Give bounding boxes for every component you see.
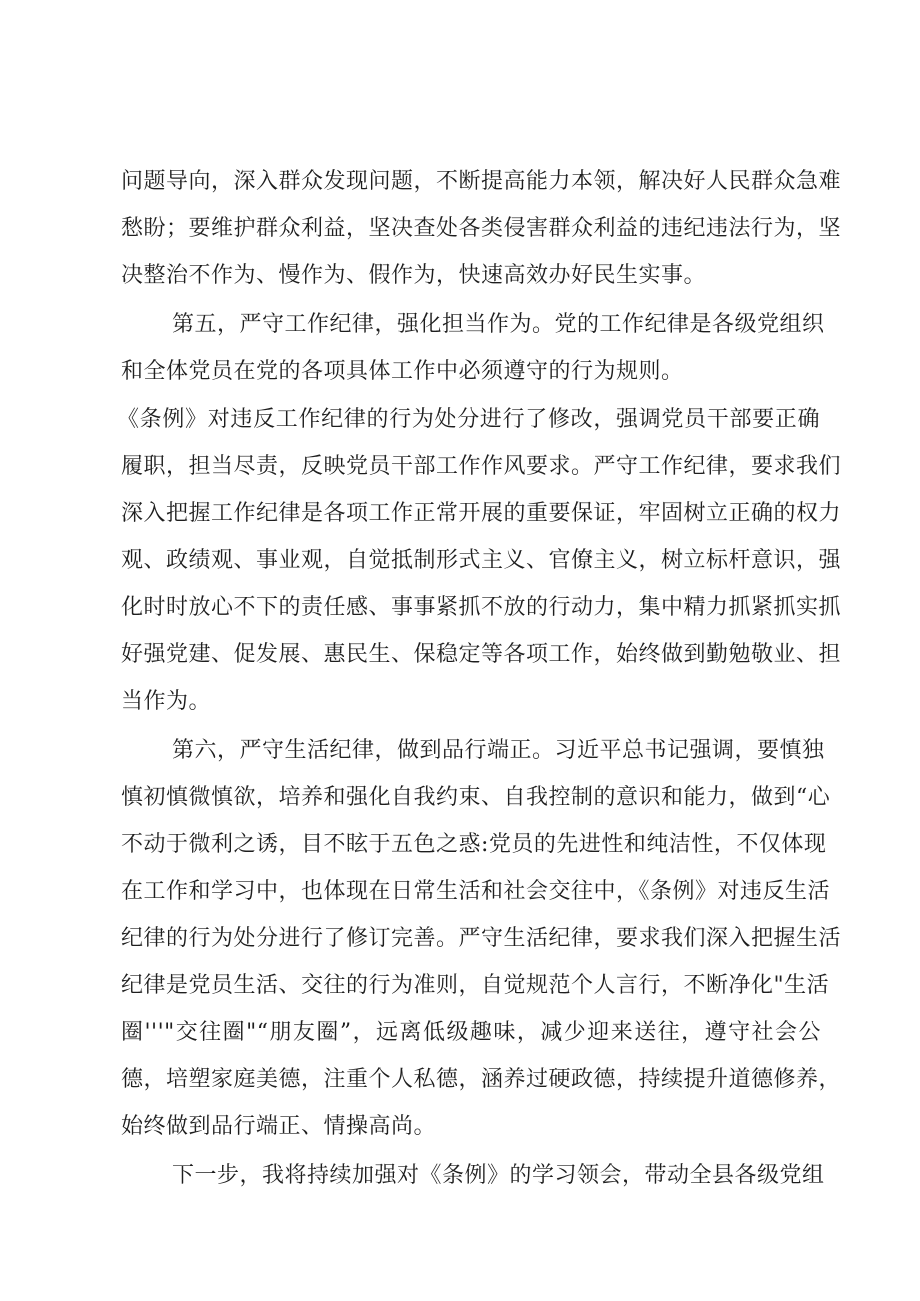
text-line: 决整治不作为、慢作为、假作为，快速高效办好民生实事。 <box>121 263 707 288</box>
text-line: 愁盼；要维护群众利益，坚决查处各类侵害群众利益的违纪违法行为，坚 <box>121 216 842 241</box>
text-line: 不动于微利之诱，目不眩于五色之惑:党员的先进性和纯洁性，不仅体现 <box>121 832 827 857</box>
text-line: 圈'''"交往圈"“朋友圈”，远离低级趣味，减少迎来送往，遵守社会公 <box>121 1020 821 1045</box>
text-line: 慎初慎微慎欲，培养和强化自我约束、自我控制的意识和能力，做到“心 <box>121 785 831 810</box>
text-line: 观、政绩观、事业观，自觉抵制形式主义、官僚主义，树立标杆意识，强 <box>121 548 842 573</box>
text-line: 第五，严守工作纪律，强化担当作为。党的工作纪律是各级党组织 <box>172 312 825 337</box>
text-line: 下一步，我将持续加强对《条例》的学习领会，带动全县各级党组 <box>172 1163 825 1188</box>
text-line: 纪律是党员生活、交往的行为准则，自觉规范个人言行，不断净化"生活 <box>121 973 830 998</box>
text-line: 《条例》对违反工作纪律的行为处分进行了修改，强调党员干部要正确 <box>117 407 820 432</box>
text-line: 问题导向，深入群众发现问题，不断提高能力本领，解决好人民群众急难 <box>121 169 842 194</box>
text-line: 纪律的行为处分进行了修订完善。严守生活纪律，要求我们深入把握生活 <box>121 926 842 951</box>
text-line: 第六，严守生活纪律，做到品行端正。习近平总书记强调，要慎独 <box>172 738 825 763</box>
text-line: 在工作和学习中，也体现在日常生活和社会交往中，《条例》对违反生活 <box>121 879 831 904</box>
text-line: 深入把握工作纪律是各项工作正常开展的重要保证，牢固树立正确的权力 <box>121 501 842 526</box>
text-line: 德，培塑家庭美德，注重个人私德，涵养过硬政德，持续提升道德修养， <box>121 1067 842 1092</box>
text-line: 好强党建、促发展、惠民生、保稳定等各项工作，始终做到勤勉敬业、担 <box>121 642 842 667</box>
text-line: 始终做到品行端正、情操高尚。 <box>121 1114 437 1139</box>
text-line: 化时时放心不下的责任感、事事紧抓不放的行动力，集中精力抓紧抓实抓 <box>121 595 842 620</box>
text-line: 当作为。 <box>121 689 212 714</box>
text-line: 履职，担当尽责，反映党员干部工作作风要求。严守工作纪律，要求我们 <box>121 454 842 479</box>
text-line: 和全体党员在党的各项具体工作中必须遵守的行为规则。 <box>121 359 684 384</box>
